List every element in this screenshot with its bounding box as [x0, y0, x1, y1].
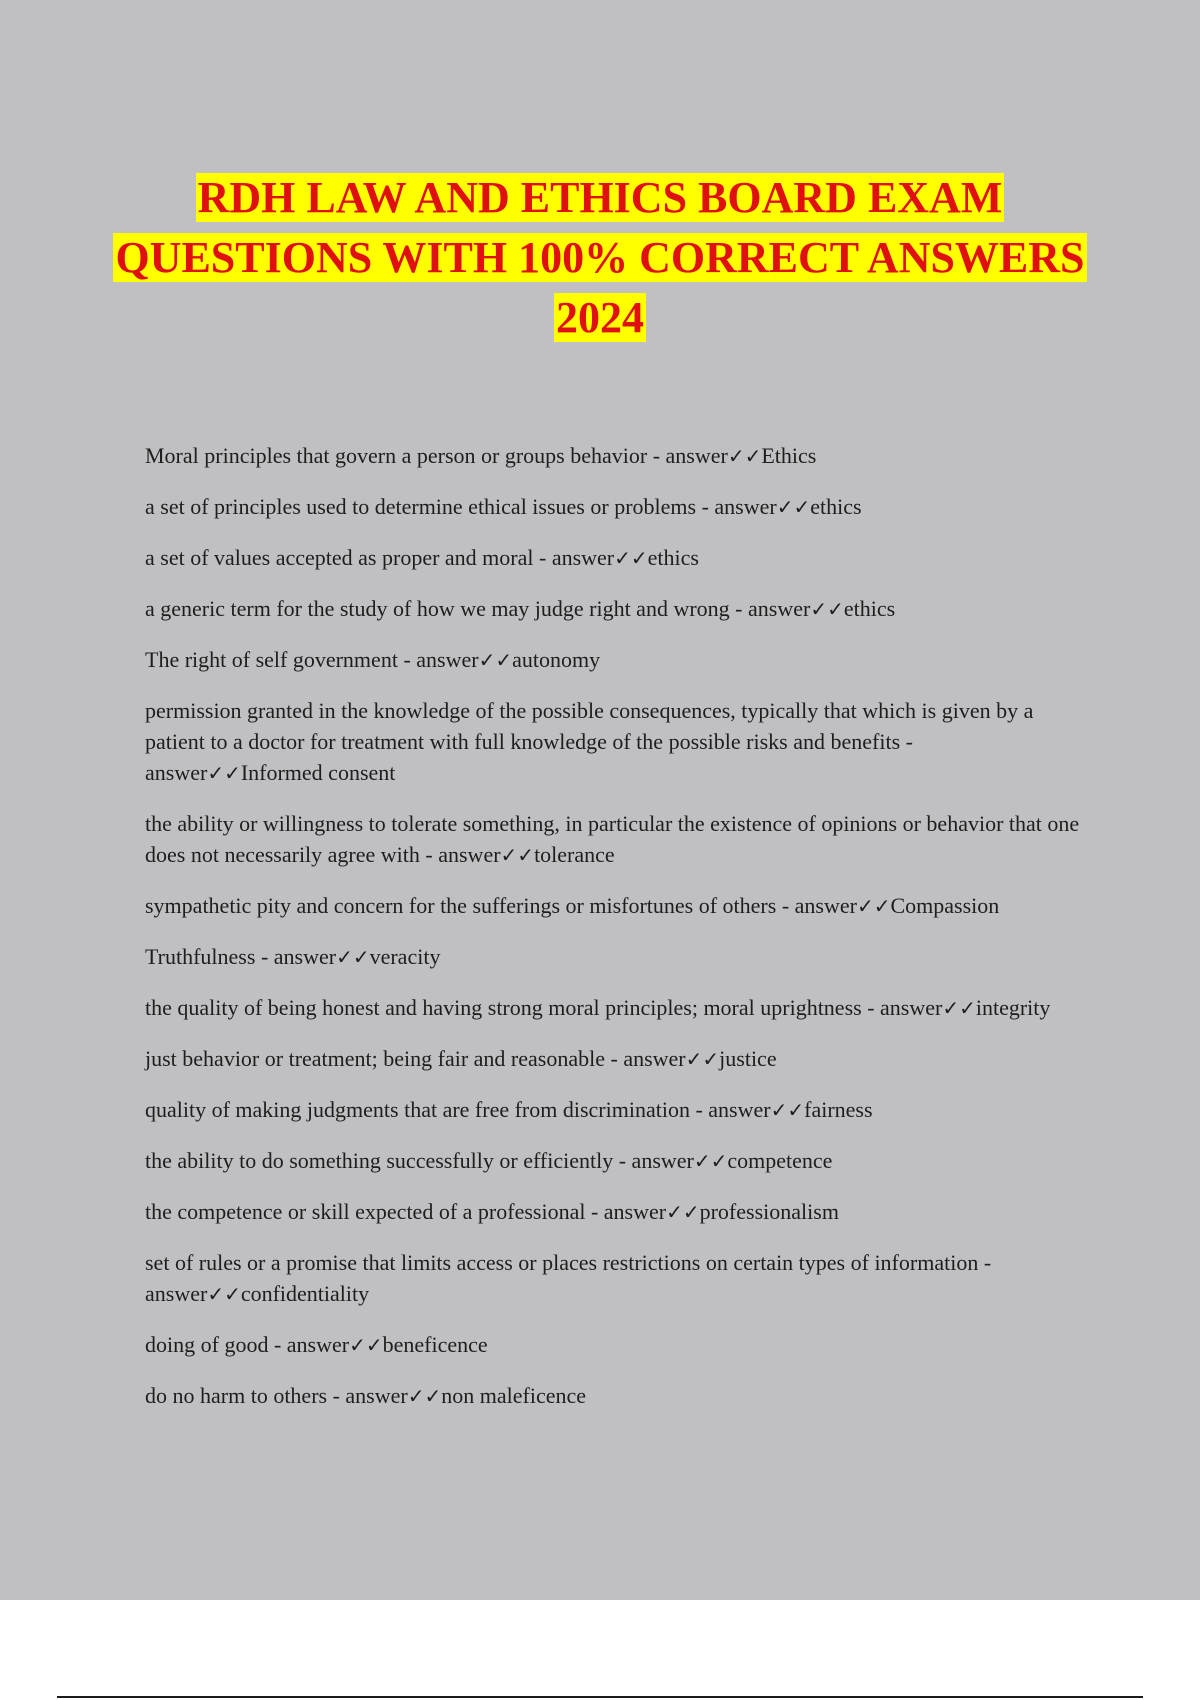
answer-separator: - answer	[585, 1199, 667, 1224]
question-text: the quality of being honest and having strong moral principles; moral uprightness	[145, 995, 862, 1020]
answer-separator: - answer	[729, 596, 811, 621]
question-text: Truthfulness	[145, 944, 256, 969]
qa-item	[145, 593, 1095, 625]
question-text: do no harm to others	[145, 1383, 328, 1408]
question-text: set of rules or a promise that limits access or places restrictions on certain types of information	[145, 1250, 979, 1275]
double-check-icon: ✓✓	[614, 546, 648, 570]
qa-item	[145, 1196, 1095, 1228]
double-check-icon: ✓✓	[666, 1200, 700, 1224]
question-text: the ability to do something successfully or efficiently	[145, 1148, 614, 1173]
answer-separator: - answer	[776, 893, 857, 918]
double-check-icon: ✓✓	[407, 1384, 442, 1408]
answer-separator: - answer	[696, 494, 777, 519]
question-text: a generic term for the study of how we may judge right and wrong	[145, 596, 730, 621]
double-check-icon: ✓✓	[770, 1098, 805, 1122]
footer-divider	[57, 1696, 1143, 1698]
qa-item	[145, 1247, 1095, 1310]
qa-item	[145, 1329, 1095, 1361]
qa-item	[145, 644, 1095, 676]
answer-text: veracity	[369, 944, 441, 969]
qa-item	[145, 1380, 1095, 1412]
answer-text: non maleficence	[441, 1383, 587, 1408]
answer-text: tolerance	[534, 842, 615, 867]
answer-separator: - answer	[647, 443, 728, 468]
qa-item	[145, 808, 1095, 871]
answer-separator: - answer	[145, 729, 913, 785]
qa-list	[145, 440, 1095, 1431]
answer-text: justice	[719, 1046, 777, 1071]
answer-separator: - answer	[613, 1148, 694, 1173]
question-text: The right of self government	[145, 647, 398, 672]
answer-text: professionalism	[699, 1199, 839, 1224]
double-check-icon: ✓✓	[727, 444, 762, 468]
double-check-icon: ✓✓	[207, 761, 241, 785]
question-text: doing of good	[145, 1332, 269, 1357]
double-check-icon: ✓✓	[207, 1282, 241, 1306]
question-text: sympathetic pity and concern for the sufferings or misfortunes of others	[145, 893, 777, 918]
answer-text: Ethics	[761, 443, 817, 468]
answer-text: autonomy	[512, 647, 601, 672]
answer-text: ethics	[647, 545, 699, 570]
answer-separator: - answer	[533, 545, 615, 570]
question-text: quality of making judgments that are free from discrimination	[145, 1097, 690, 1122]
answer-text: ethics	[843, 596, 896, 621]
answer-separator: - answer	[268, 1332, 350, 1357]
answer-text: ethics	[810, 494, 862, 519]
answer-separator: - answer	[419, 842, 501, 867]
qa-item	[145, 491, 1095, 523]
question-text: a set of principles used to determine ethical issues or problems	[145, 494, 697, 519]
title-block	[100, 168, 1100, 348]
question-text: just behavior or treatment; being fair and reasonable	[145, 1046, 605, 1071]
double-check-icon: ✓✓	[693, 1149, 728, 1173]
qa-item	[145, 1145, 1095, 1177]
double-check-icon: ✓✓	[942, 996, 976, 1020]
double-check-icon: ✓✓	[500, 843, 535, 867]
qa-item	[145, 1043, 1095, 1075]
answer-separator: - answer	[689, 1097, 771, 1122]
answer-text: confidentiality	[240, 1281, 370, 1306]
answer-separator: - answer	[255, 944, 337, 969]
answer-separator: - answer	[605, 1046, 686, 1071]
answer-text: Compassion	[890, 893, 1000, 918]
answer-separator: - answer	[145, 1250, 992, 1306]
question-text: a set of values accepted as proper and moral	[145, 545, 534, 570]
answer-text: competence	[727, 1148, 833, 1173]
double-check-icon: ✓✓	[810, 597, 844, 621]
double-check-icon: ✓✓	[856, 894, 891, 918]
answer-separator: - answer	[327, 1383, 408, 1408]
qa-item	[145, 890, 1095, 922]
answer-text: Informed consent	[240, 760, 396, 785]
qa-item	[145, 1094, 1095, 1126]
qa-item	[145, 941, 1095, 973]
document-title: RDH LAW AND ETHICS BOARD EXAM QUESTIONS WITH 100% CORRECT ANSWERS 2024	[115, 173, 1085, 342]
answer-text: beneficence	[382, 1332, 488, 1357]
answer-separator: - answer	[397, 647, 479, 672]
qa-item	[145, 440, 1095, 472]
double-check-icon: ✓✓	[336, 945, 370, 969]
answer-text: fairness	[804, 1097, 873, 1122]
double-check-icon: ✓✓	[349, 1333, 383, 1357]
double-check-icon: ✓✓	[776, 495, 811, 519]
qa-item	[145, 542, 1095, 574]
question-text: the competence or skill expected of a professional	[145, 1199, 586, 1224]
qa-item	[145, 992, 1095, 1024]
answer-separator: - answer	[861, 995, 943, 1020]
question-text: permission granted in the knowledge of the possible consequences, typically that which is given by a patient to a doctor for treatment with full knowledge of the possible risks and benefits	[145, 698, 1034, 754]
double-check-icon: ✓✓	[685, 1047, 720, 1071]
double-check-icon: ✓✓	[478, 648, 513, 672]
question-text: Moral principles that govern a person or groups behavior	[145, 443, 648, 468]
answer-text: integrity	[975, 995, 1051, 1020]
qa-item	[145, 695, 1095, 789]
question-text: the ability or willingness to tolerate something, in particular the existence of opinions or behavior that one does not necessarily agree with	[145, 811, 1080, 867]
